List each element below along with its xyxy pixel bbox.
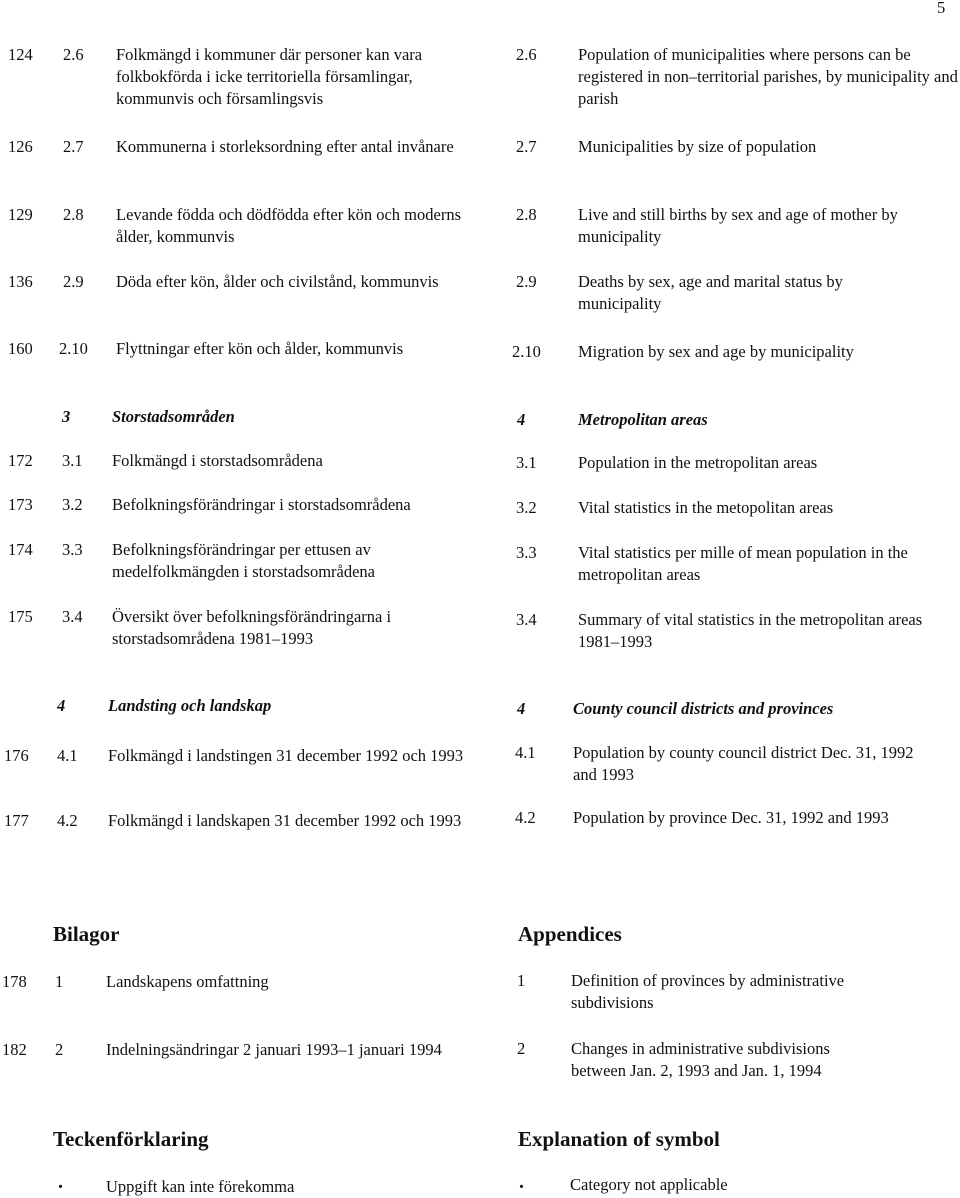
table-number: 3.3 [62, 540, 83, 559]
table-number: 2.8 [63, 205, 84, 224]
page-ref: 126 [8, 137, 33, 156]
table-title-sv: Folkmängd i kommuner där personer kan vara folkbokförda i icke territoriella församlingar, kommunvis och församlingsvis [116, 45, 423, 108]
table-number-en: 3.3 [516, 543, 537, 562]
table-title-sv: Kommunerna i storleksordning efter antal invånare [116, 137, 454, 156]
page-ref: 178 [2, 972, 27, 991]
page-ref: 176 [4, 746, 29, 765]
table-title-en: Municipalities by size of population [578, 137, 817, 156]
appendix-number-en: 2 [517, 1039, 526, 1058]
appendix-title-sv: Landskapens omfattning [106, 972, 269, 991]
table-number: 2.9 [63, 272, 84, 291]
appendices-heading-sv: Bilagor [53, 922, 120, 946]
table-number-en: 2.8 [516, 205, 537, 224]
table-number: 2.7 [63, 137, 84, 156]
table-number-en: 3.1 [516, 453, 537, 472]
appendix-title-en: Definition of provinces by administrative subdivisions [571, 971, 845, 1012]
page-ref: 129 [8, 205, 33, 224]
table-number: 2.10 [59, 339, 88, 358]
appendix-number-en: 1 [517, 971, 526, 990]
page-ref: 175 [8, 607, 33, 626]
section-title-en: Metropolitan areas [578, 410, 708, 429]
symbols-heading-en: Explanation of symbol [518, 1127, 720, 1151]
symbol-description-en: Category not applicable [570, 1175, 728, 1194]
section-number-sv: 3 [62, 407, 71, 426]
symbol-dot-en: . [519, 1171, 524, 1193]
table-title-en: Population by county council district Dec. 31, 1992 and 1993 [573, 743, 914, 784]
table-title-sv: Befolkningsförändringar per ettusen av medelfolkmängden i storstadsområdena [112, 540, 376, 581]
table-number-en: 3.4 [516, 610, 537, 629]
table-title-sv: Översikt över befolkningsförändringarna i storstadsområdena 1981–1993 [112, 607, 392, 648]
appendix-number: 1 [55, 972, 64, 991]
table-title-en: Deaths by sex, age and marital status by municipality [578, 272, 843, 313]
section-number-en: 4 [517, 410, 526, 429]
table-title-en: Population in the metropolitan areas [578, 453, 818, 472]
symbols-heading-sv: Teckenförklaring [53, 1127, 209, 1151]
table-title-sv: Folkmängd i landskapen 31 december 1992 och 1993 [108, 811, 462, 830]
table-title-en: Population by province Dec. 31, 1992 and 1993 [573, 808, 889, 827]
table-title-en: Population of municipalities where persons can be registered in non–territorial parishes, by municipality and parish [578, 45, 958, 108]
page-ref: 160 [8, 339, 33, 358]
symbol-dot: . [58, 1171, 63, 1193]
table-number-en: 4.1 [515, 743, 536, 762]
table-title-sv: Folkmängd i landstingen 31 december 1992 och 1993 [108, 746, 464, 765]
table-title-en: Live and still births by sex and age of mother by municipality [578, 205, 898, 246]
page-ref: 136 [8, 272, 33, 291]
page-ref: 124 [8, 45, 33, 64]
table-number-en: 3.2 [516, 498, 537, 517]
page-number: 5 [937, 0, 946, 17]
page-ref: 173 [8, 495, 33, 514]
table-title-en: Vital statistics per mille of mean population in the metropolitan areas [578, 543, 908, 584]
table-title-sv: Levande födda och dödfödda efter kön och moderns ålder, kommunvis [116, 205, 462, 246]
table-number: 4.2 [57, 811, 78, 830]
table-title-sv: Folkmängd i storstadsområdena [112, 451, 323, 470]
table-number-en: 4.2 [515, 808, 536, 827]
section-number-en: 4 [517, 699, 526, 718]
table-number: 3.1 [62, 451, 83, 470]
table-title-en: Vital statistics in the metopolitan areas [578, 498, 834, 517]
appendices-heading-en: Appendices [518, 922, 622, 946]
table-number-en: 2.6 [516, 45, 537, 64]
table-number-en: 2.7 [516, 137, 537, 156]
section-number-sv: 4 [57, 696, 66, 715]
table-number: 3.2 [62, 495, 83, 514]
table-number-en: 2.9 [516, 272, 537, 291]
table-title-en: Migration by sex and age by municipality [578, 342, 854, 361]
table-title-sv: Flyttningar efter kön och ålder, kommunvis [116, 339, 404, 358]
section-title-en: County council districts and provinces [573, 699, 834, 718]
page-ref: 172 [8, 451, 33, 470]
appendix-number: 2 [55, 1040, 64, 1059]
symbol-description-sv: Uppgift kan inte förekomma [106, 1177, 295, 1196]
table-title-sv: Befolkningsförändringar i storstadsområdena [112, 495, 411, 514]
page-ref: 182 [2, 1040, 27, 1059]
table-number-en: 2.10 [512, 342, 541, 361]
appendix-title-en: Changes in administrative subdivisions between Jan. 2, 1993 and Jan. 1, 1994 [571, 1039, 830, 1080]
appendix-title-sv: Indelningsändringar 2 januari 1993–1 januari 1994 [106, 1040, 442, 1059]
page-ref: 177 [4, 811, 29, 830]
table-number: 2.6 [63, 45, 84, 64]
page-ref: 174 [8, 540, 33, 559]
table-number: 3.4 [62, 607, 83, 626]
table-title-en: Summary of vital statistics in the metropolitan areas 1981–1993 [578, 610, 923, 651]
section-title-sv: Storstadsområden [112, 407, 235, 426]
section-title-sv: Landsting och landskap [108, 696, 272, 715]
table-number: 4.1 [57, 746, 78, 765]
table-title-sv: Döda efter kön, ålder och civilstånd, kommunvis [116, 272, 439, 291]
